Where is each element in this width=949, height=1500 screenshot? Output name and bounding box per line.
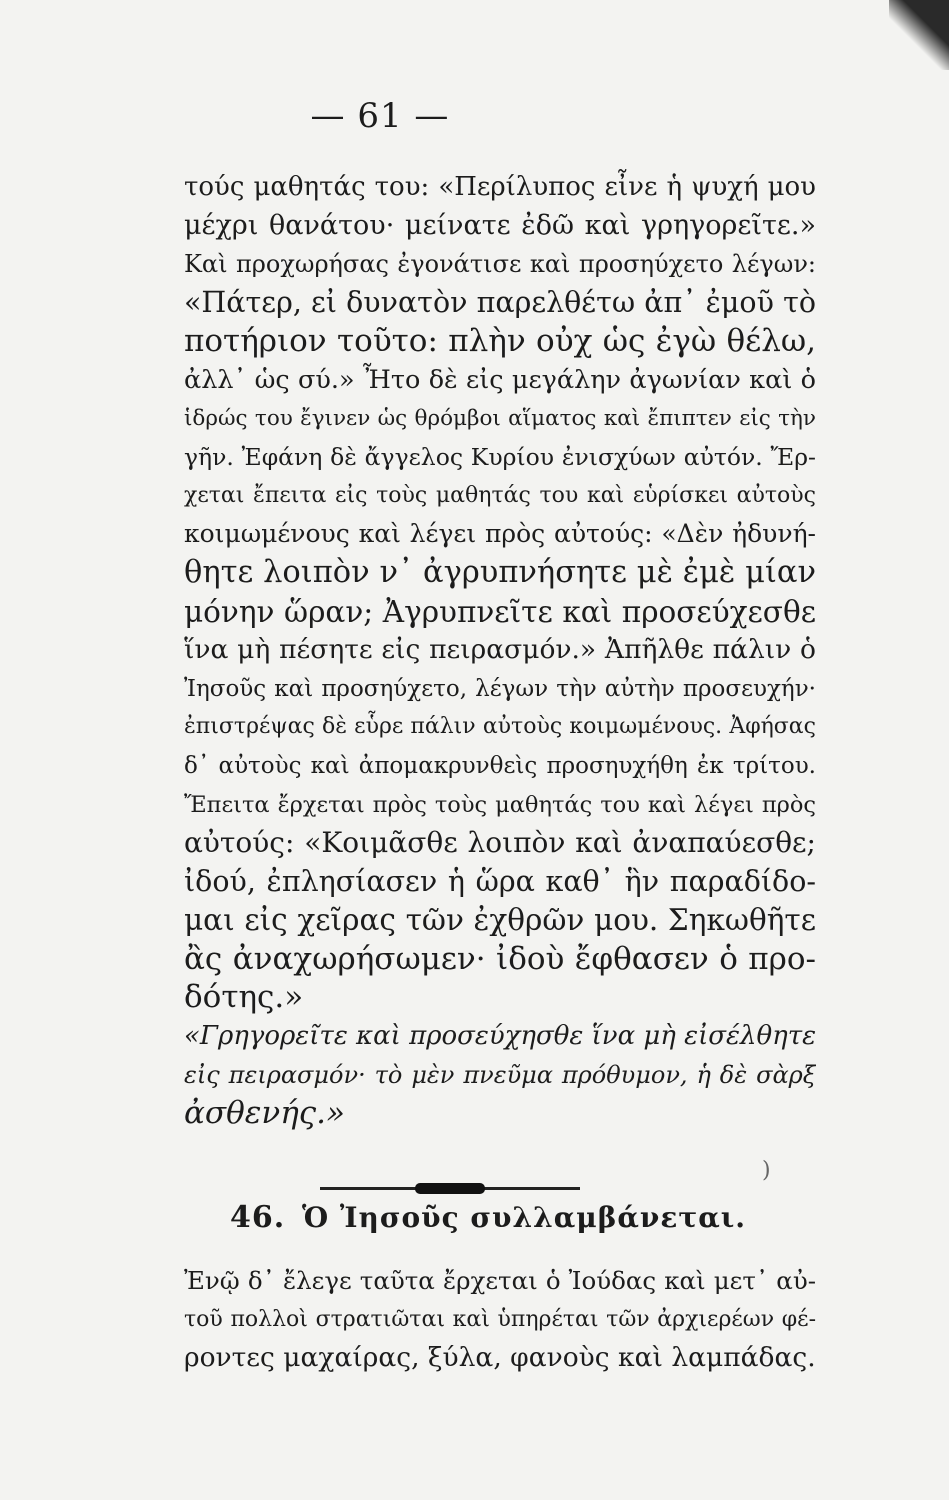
text-line: μόνην ὥραν; Ἀγρυπνεῖτε καὶ προσεύχεσθε (184, 594, 816, 629)
text-line: θητε λοιπὸν ν᾽ ἀγρυπνήσητε μὲ ἐμὲ μίαν (184, 554, 816, 590)
page-number: — 61 — (310, 96, 450, 136)
quote-line: εἰς πειρασμόν· τὸ μὲν πνεῦμα πρόθυμον, ἡ δὲ σὰρξ (184, 1060, 816, 1089)
text-line: ποτήριον τοῦτο: πλὴν οὐχ ὡς ἐγὼ θέλω, (184, 323, 816, 360)
text-line: Ἔπειτα ἔρχεται πρὸς τοὺς μαθητάς του καὶ λέγει πρὸς (184, 791, 816, 818)
text-line: ἰδού, ἐπλησίασεν ἡ ὥρα καθ᾽ ἣν παραδίδο- (184, 864, 816, 898)
text-line: Καὶ προχωρήσας ἐγονάτισε καὶ προσηύχετο λέγων: (184, 250, 816, 279)
text-line: «Πάτερ, εἰ δυνατὸν παρελθέτω ἀπ᾽ ἐμοῦ τὸ (184, 285, 816, 319)
quote-block (184, 1017, 816, 1133)
text-line: τοῦ πολλοὶ στρατιῶται καὶ ὑπηρέται τῶν ἀρχιερέων φέ- (184, 1306, 816, 1332)
section-title: Ὁ Ἰησοῦς συλλαμβάνεται. (301, 1201, 747, 1234)
text-line: τούς μαθητάς του: «Περίλυπος εἶνε ἡ ψυχή μου (184, 172, 816, 202)
text-line: ἂς ἀναχωρήσωμεν· ἰδοὺ ἔφθασεν ὁ προ- (184, 940, 816, 977)
text-line: δότης.» (184, 979, 304, 1016)
text-line: μέχρι θανάτου· μείνατε ἐδῶ καὶ γρηγορεῖτε.» (184, 209, 816, 241)
text-line: ἵνα μὴ πέσητε εἰς πειρασμόν.» Ἀπῆλθε πάλιν ὁ (184, 634, 816, 666)
quote-line: ἀσθενής.» (184, 1095, 345, 1132)
divider-ornament (415, 1183, 485, 1194)
text-line: ροντες μαχαίρας, ξύλα, φανοὺς καὶ λαμπάδας. (184, 1342, 816, 1374)
section-heading (230, 1198, 830, 1238)
scan-corner-shadow (889, 0, 949, 70)
text-line: κοιμωμένους καὶ λέγει πρὸς αὐτούς: «Δὲν ἠδυνή- (184, 519, 816, 549)
text-line: ἱδρώς του ἔγινεν ὡς θρόμβοι αἵματος καὶ ἔπιπτεν εἰς τὴν (184, 405, 816, 431)
quote-line: «Γρηγορεῖτε καὶ προσεύχησθε ἵνα μὴ εἰσέλθητε (184, 1021, 816, 1052)
text-line: δ᾽ αὐτοὺς καὶ ἀπομακρυνθεὶς προσηυχήθη ἐκ τρίτου. (184, 752, 816, 779)
text-line: αὐτούς: «Κοιμᾶσθε λοιπὸν καὶ ἀναπαύεσθε; (184, 826, 816, 860)
text-line: χεται ἔπειτα εἰς τοὺς μαθητάς του καὶ εὑρίσκει αὐτοὺς (184, 482, 816, 508)
text-line: ἐπιστρέψας δὲ εὗρε πάλιν αὐτοὺς κοιμωμένους. Ἀφήσας (184, 714, 816, 740)
section-divider (320, 1180, 580, 1200)
main-text-block (184, 168, 816, 1133)
text-line: Ἰησοῦς καὶ προσηύχετο, λέγων τὴν αὐτὴν προσευχήν· (184, 675, 816, 702)
stray-mark: ) (762, 1158, 771, 1183)
section-number: 46. (230, 1200, 286, 1235)
text-line: ἀλλ᾽ ὡς σύ.» Ἦτο δὲ εἰς μεγάλην ἀγωνίαν καὶ ὁ (184, 364, 816, 395)
text-line: μαι εἰς χεῖρας τῶν ἐχθρῶν μου. Σηκωθῆτε (184, 903, 816, 938)
text-line: γῆν. Ἐφάνη δὲ ἄγγελος Κυρίου ἐνισχύων αὐτόν. Ἔρ- (184, 443, 816, 472)
text-line: Ἐνῷ δ᾽ ἔλεγε ταῦτα ἔρχεται ὁ Ἰούδας καὶ μετ᾽ αὐ- (184, 1266, 816, 1295)
section-text-block (184, 1262, 816, 1378)
